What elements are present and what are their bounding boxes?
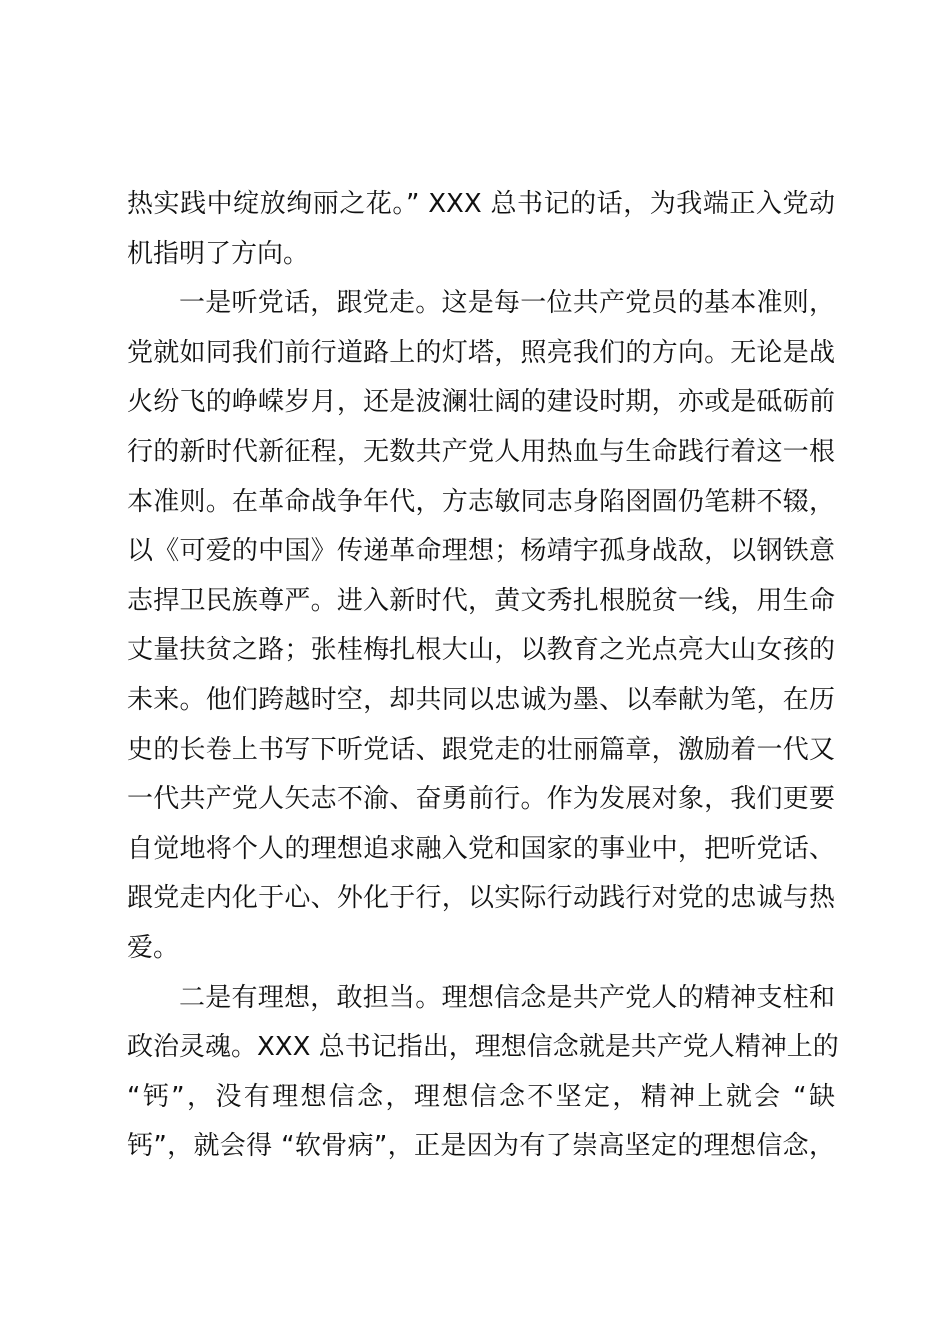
text-line: 自觉地将个人的理想追求融入党和国家的事业中，把听党话、: [127, 833, 835, 864]
text-line: 钙”，就会得 “软骨病”，正是因为有了崇高坚定的理想信念，: [127, 1131, 835, 1162]
text-line: 火纷飞的峥嵘岁月，还是波澜壮阔的建设时期，亦或是砥砺前: [127, 387, 835, 418]
text-line: 行的新时代新征程，无数共产党人用热血与生命践行着这一根: [127, 436, 835, 467]
body-text: [127, 180, 839, 1172]
text-line: 以《可爱的中国》传递革命理想；杨靖宇孤身战敌，以钢铁意: [127, 536, 835, 567]
text-line: 未来。他们跨越时空，却共同以忠诚为墨、以奉献为笔，在历: [127, 684, 835, 715]
text-line: 热实践中绽放绚丽之花。” XXX 总书记的话，为我端正入党动: [127, 189, 835, 219]
paragraph-heading-line: 二是有理想，敢担当。理想信念是共产党人的精神支柱和: [179, 982, 835, 1013]
text-line: “钙”，没有理想信念，理想信念不坚定，精神上就会 “缺: [127, 1081, 835, 1112]
text-line: 志捍卫民族尊严。进入新时代，黄文秀扎根脱贫一线，用生命: [127, 585, 835, 616]
text-line: 党就如同我们前行道路上的灯塔，照亮我们的方向。无论是战: [127, 337, 835, 368]
text-line: 本准则。在革命战争年代，方志敏同志身陷囹圄仍笔耕不辍，: [127, 486, 835, 517]
text-line: 丈量扶贫之路；张桂梅扎根大山，以教育之光点亮大山女孩的: [127, 635, 835, 666]
text-line: 爱。: [127, 932, 180, 963]
paragraph-heading-line: 一是听党话，跟党走。这是每一位共产党员的基本准则，: [179, 288, 835, 319]
text-line: 跟党走内化于心、外化于行，以实际行动践行对党的忠诚与热: [127, 883, 835, 914]
text-line: 一代共产党人矢志不渝、奋勇前行。作为发展对象，我们更要: [127, 784, 835, 815]
text-line: 机指明了方向。: [127, 238, 310, 269]
text-line: 史的长卷上书写下听党话、跟党走的壮丽篇章，激励着一代又: [127, 734, 835, 765]
text-line: 政治灵魂。XXX 总书记指出，理想信念就是共产党人精神上的: [127, 1032, 839, 1063]
